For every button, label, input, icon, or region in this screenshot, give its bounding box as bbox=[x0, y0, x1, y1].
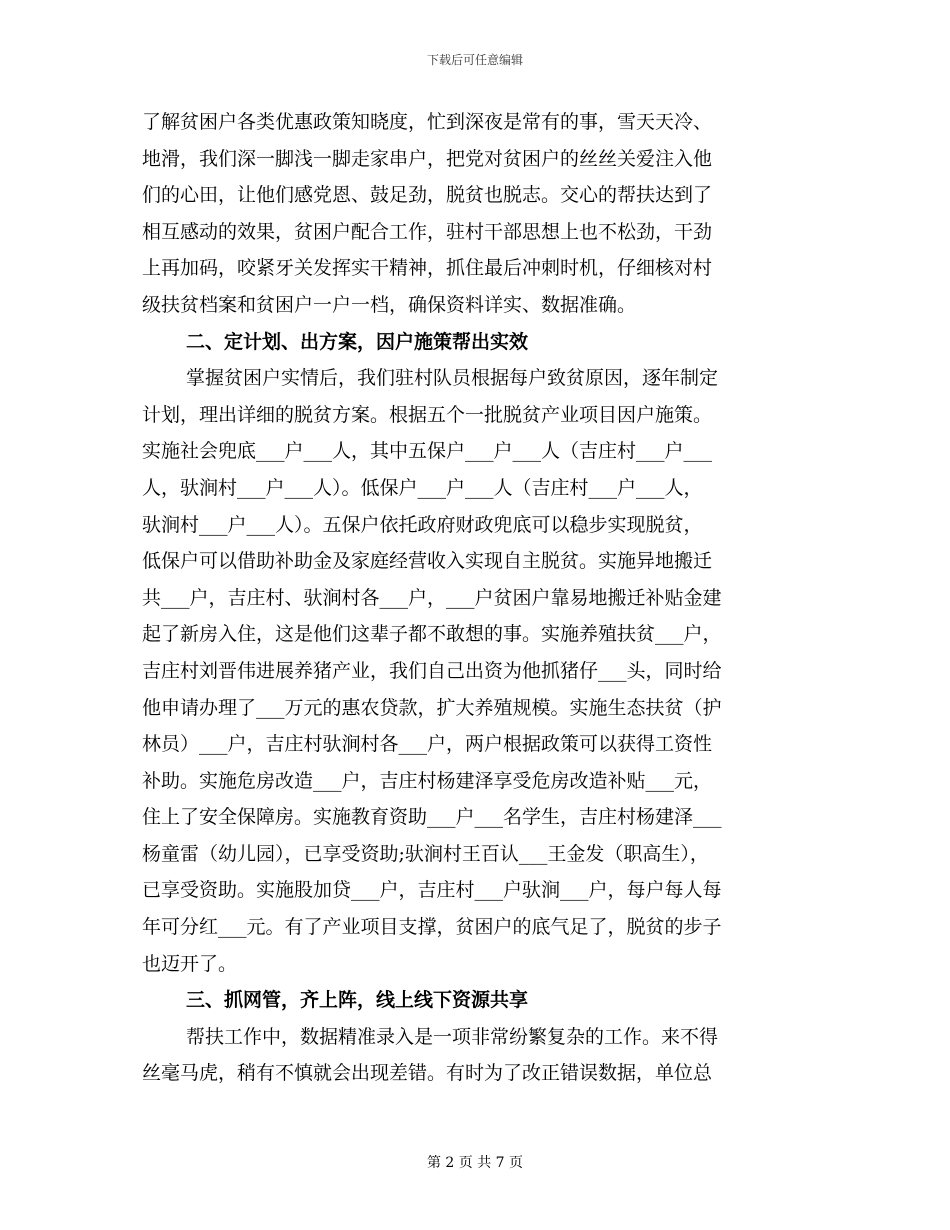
text-line: 丝毫马虎，稍有不慎就会出现差错。有时为了改正错误数据，单位总 bbox=[142, 1062, 713, 1085]
page-header: 下载后可任意编辑 bbox=[426, 53, 523, 67]
text-line: 上再加码，咬紧牙关发挥实干精神，抓住最后冲刺时机，仔细核对村 bbox=[142, 257, 713, 280]
text-line: 们的心田，让他们感党恩、鼓足劲，脱贫也脱志。交心的帮扶达到了 bbox=[142, 184, 713, 207]
text-line: 也迈开了。 bbox=[142, 952, 238, 975]
text-line: 补助。实施危房改造___户，吉庄村杨建泽享受危房改造补贴___元， bbox=[142, 769, 713, 792]
text-line: 共___户，吉庄村、驮涧村各___户，___户贫困户靠易地搬迁补贴金建 bbox=[142, 586, 722, 609]
text-line: 地滑，我们深一脚浅一脚走家串户，把党对贫困户的丝丝关爱注入他 bbox=[142, 147, 713, 170]
text-line: 低保户可以借助补助金及家庭经营收入实现自主脱贫。实施异地搬迁 bbox=[142, 550, 713, 573]
text-line: 实施社会兜底___户___人，其中五保户___户___人（吉庄村___户___ bbox=[142, 440, 713, 463]
text-line: 杨童雷（幼儿园），已享受资助;驮涧村王百认___王金发（职高生）， bbox=[142, 842, 709, 865]
page-footer: 第 2 页 共 7 页 bbox=[426, 1155, 524, 1171]
text-line: 人，驮涧村___户___人）。低保户___户___人（吉庄村___户___人， bbox=[142, 476, 703, 499]
text-line: 了解贫困户各类优惠政策知晓度，忙到深夜是常有的事，雪天天冷、 bbox=[142, 111, 713, 133]
text-line: 相互感动的效果，贫困户配合工作，驻村干部思想上也不松劲，干劲 bbox=[142, 220, 713, 243]
text-line: 吉庄村刘晋伟进展养猪产业，我们自己出资为他抓猪仔___头，同时给 bbox=[142, 659, 722, 682]
text-line: 他申请办理了___万元的惠农贷款，扩大养殖规模。实施生态扶贫（护 bbox=[142, 696, 722, 719]
section-heading-2: 二、定计划、出方案，因户施策帮出实效 bbox=[186, 330, 529, 353]
text-line: 林员）___户，吉庄村驮涧村各___户，两户根据政策可以获得工资性 bbox=[142, 733, 713, 756]
text-line: 计划，理出详细的脱贫方案。根据五个一批脱贫产业项目因户施策。 bbox=[142, 403, 713, 426]
text-line: 驮涧村___户___人）。五保户依托政府财政兜底可以稳步实现脱贫， bbox=[142, 513, 703, 536]
section-heading-3: 三、抓网管，齐上阵，线上线下资源共享 bbox=[186, 989, 529, 1012]
text-line: 年可分红___元。有了产业项目支撑，贫困户的底气足了，脱贫的步子 bbox=[142, 916, 722, 939]
paragraph-start: 帮扶工作中，数据精准录入是一项非常纷繁复杂的工作。来不得 bbox=[186, 1025, 719, 1048]
document-body bbox=[142, 104, 810, 1092]
text-line: 级扶贫档案和贫困户一户一档，确保资料详实、数据准确。 bbox=[142, 293, 637, 316]
text-line: 起了新房入住，这是他们这辈子都不敢想的事。实施养殖扶贫___户， bbox=[142, 623, 722, 646]
text-line: 住上了安全保障房。实施教育资助___户___名学生，吉庄村杨建泽___ bbox=[142, 806, 722, 829]
text-line: 已享受资助。实施股加贷___户，吉庄村___户驮涧___户，每户每人每 bbox=[142, 879, 722, 902]
paragraph-start: 掌握贫困户实情后，我们驻村队员根据每户致贫原因，逐年制定 bbox=[186, 367, 719, 390]
